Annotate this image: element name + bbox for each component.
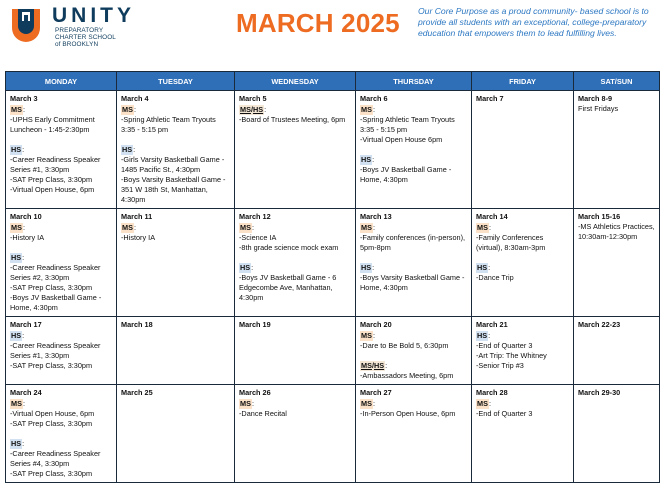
event-item: -End of Quarter 3 — [476, 341, 533, 350]
week-row — [6, 317, 660, 385]
week-row — [6, 91, 660, 209]
unity-logo-icon — [8, 6, 44, 44]
page-title: MARCH 2025 — [236, 8, 400, 38]
ms-label: MS — [361, 105, 372, 114]
event-item: -Boys JV Basketball Game - Home, 4:30pm — [360, 165, 452, 184]
hs-label: HS — [361, 155, 372, 164]
hs-label: HS — [240, 263, 251, 272]
weekday-header-row — [6, 72, 660, 91]
event-item: -Art Trip: The Whitney — [476, 351, 547, 360]
weekday-header: WEDNESDAY — [235, 72, 356, 91]
event-item: -Virtual Open House, 6pm — [10, 185, 95, 194]
event-item: -Dare to Be Bold 5, 6:30pm — [360, 341, 449, 350]
ms-label: MS — [477, 223, 488, 232]
ms-hs-label: MS/HS — [240, 105, 264, 114]
event-item: -8th grade science mock exam — [239, 243, 339, 252]
ms-label: MS — [477, 399, 488, 408]
date-label: March 8-9 — [578, 94, 613, 103]
calendar-grid — [5, 71, 660, 483]
week-row — [6, 385, 660, 483]
school-logo — [8, 6, 158, 54]
date-label: March 15-16 — [578, 212, 621, 221]
event-item: -Science IA — [239, 233, 277, 242]
day-cell: March 28 MS: -End of Quarter 3 — [472, 385, 574, 483]
weekday-header: TUESDAY — [117, 72, 235, 91]
date-label: March 20 — [360, 320, 392, 329]
event-item: -Board of Trustees Meeting, 6pm — [239, 115, 346, 124]
event-item: -Spring Athletic Team Tryouts 3:35 - 5:15 pm — [121, 115, 216, 134]
day-cell: March 20 MS: -Dare to Be Bold 5, 6:30pm MS/HS: -Ambassadors Meeting, 6pm — [356, 317, 472, 385]
event-item: -Boys JV Basketball Game - Home, 4:30pm — [10, 293, 102, 312]
weekday-header: MONDAY — [6, 72, 117, 91]
ms-label: MS — [122, 223, 133, 232]
event-item: -End of Quarter 3 — [476, 409, 533, 418]
ms-label: MS — [361, 331, 372, 340]
week-row — [6, 209, 660, 317]
hs-label: HS — [477, 331, 488, 340]
logo-name: UNITY — [52, 4, 135, 27]
logo-sub-line: CHARTER SCHOOL — [55, 33, 116, 41]
weekday-header: SAT/SUN — [574, 72, 660, 91]
day-cell — [574, 209, 660, 317]
ms-label: MS — [361, 223, 372, 232]
ms-label: MS — [361, 399, 372, 408]
date-label: March 17 — [10, 320, 42, 329]
day-cell: March 26 MS: -Dance Recital — [235, 385, 356, 483]
event-item: -SAT Prep Class, 3:30pm — [10, 419, 93, 428]
event-item: -SAT Prep Class, 3:30pm — [10, 469, 93, 478]
date-label: March 12 — [239, 212, 271, 221]
date-label: March 4 — [121, 94, 149, 103]
event-item: -Career Readiness Speaker Series #1, 3:30pm — [10, 155, 101, 174]
event-item: -Girls Varsity Basketball Game - 1485 Pacific St., 4:30pm — [121, 155, 225, 174]
ms-label: MS — [11, 105, 22, 114]
day-cell — [574, 385, 660, 483]
date-label: March 29-30 — [578, 388, 621, 397]
date-label: March 22-23 — [578, 320, 621, 329]
day-cell: March 5 MS/HS: -Board of Trustees Meeting, 6pm — [235, 91, 356, 209]
ms-label: MS — [122, 105, 133, 114]
ms-hs-label: MS/HS — [361, 361, 385, 370]
date-label: March 13 — [360, 212, 392, 221]
logo-subtitle — [55, 28, 165, 48]
day-cell — [574, 91, 660, 209]
date-label: March 19 — [239, 320, 271, 329]
event-item: -History IA — [121, 233, 156, 242]
date-label: March 21 — [476, 320, 508, 329]
hs-label: HS — [11, 331, 22, 340]
day-cell: March 27 MS: -In-Person Open House, 6pm — [356, 385, 472, 483]
day-cell: March 21 HS: -End of Quarter 3 -Art Trip: The Whitney -Senior Trip #3 — [472, 317, 574, 385]
date-label: March 5 — [239, 94, 267, 103]
day-cell: March 11 MS: -History IA — [117, 209, 235, 317]
day-cell: March 12 MS: -Science IA -8th grade science mock exam HS: -Boys JV Basketball Game - 6 Edgecombe Ave, Manhattan, 4:30pm — [235, 209, 356, 317]
date-label: March 25 — [121, 388, 153, 397]
event-item: -UPHS Early Commitment Luncheon - 1:45-2:30pm — [10, 115, 95, 134]
ms-label: MS — [240, 399, 251, 408]
event-item: -SAT Prep Class, 3:30pm — [10, 175, 93, 184]
hs-label: HS — [11, 145, 22, 154]
date-label: March 6 — [360, 94, 388, 103]
event-item: -In-Person Open House, 6pm — [360, 409, 456, 418]
event-item: -Career Readiness Speaker Series #4, 3:30pm — [10, 449, 101, 468]
day-cell — [117, 317, 235, 385]
day-cell: March 13 MS: -Family conferences (in-person), 5pm-8pm HS: -Boys Varsity Basketball Game - Home, 4:30pm — [356, 209, 472, 317]
day-cell: March 3 MS: -UPHS Early Commitment Luncheon - 1:45-2:30pm HS: -Career Readiness Speaker Series #1, 3:30pm -SAT Prep Class, 3:30pm -Virtual Open House, 6pm — [6, 91, 117, 209]
day-cell: March 4 MS: -Spring Athletic Team Tryouts 3:35 - 5:15 pm HS: -Girls Varsity Basketball Game - 1485 Pacific St., 4:30pm -Boys Varsity Basketball Game - 351 W 18th St, Manhattan, 4:30pm — [117, 91, 235, 209]
hs-label: HS — [11, 253, 22, 262]
date-label: March 26 — [239, 388, 271, 397]
event-item: -Boys Varsity Basketball Game - 351 W 18th St, Manhattan, 4:30pm — [121, 175, 226, 204]
day-cell — [235, 317, 356, 385]
event-item: -MS Athletics Practices, 10:30am-12:30pm — [578, 222, 655, 241]
event-item: -Career Readiness Speaker Series #2, 3:30pm — [10, 263, 101, 282]
event-item: -Career Readiness Speaker Series #1, 3:30pm — [10, 341, 101, 360]
event-item: -History IA — [10, 233, 45, 242]
date-label: March 28 — [476, 388, 508, 397]
ms-label: MS — [11, 223, 22, 232]
date-label: March 3 — [10, 94, 38, 103]
date-label: March 10 — [10, 212, 42, 221]
logo-sub-line: PREPARATORY — [55, 27, 104, 34]
day-cell — [472, 91, 574, 209]
weekday-header: FRIDAY — [472, 72, 574, 91]
event-item: -Ambassadors Meeting, 6pm — [360, 371, 454, 380]
event-item: -Dance Recital — [239, 409, 287, 418]
event-item: -Dance Trip — [476, 273, 514, 282]
ms-label: MS — [11, 399, 22, 408]
hs-label: HS — [361, 263, 372, 272]
day-cell — [117, 385, 235, 483]
date-label: March 24 — [10, 388, 42, 397]
event-item: -Family conferences (in-person), 5pm-8pm — [360, 233, 466, 252]
date-label: March 27 — [360, 388, 392, 397]
date-label: March 7 — [476, 94, 504, 103]
hs-label: HS — [122, 145, 133, 154]
event-item: -Family Conferences (virtual), 8:30am-3pm — [476, 233, 546, 252]
day-cell: March 24 MS: -Virtual Open House, 6pm -SAT Prep Class, 3:30pm HS: -Career Readiness Speaker Series #4, 3:30pm -SAT Prep Class, 3:30pm — [6, 385, 117, 483]
core-purpose-statement: Our Core Purpose as a proud community- based school is to provide all students with an exceptional, college-preparatory education that empowers them to lead fulfilling lives. — [418, 6, 649, 38]
ms-label: MS — [240, 223, 251, 232]
event-item: -Boys Varsity Basketball Game - Home, 4:30pm — [360, 273, 465, 292]
event-item: -Virtual Open House 6pm — [360, 135, 443, 144]
event-item: -Spring Athletic Team Tryouts 3:35 - 5:15 pm — [360, 115, 455, 134]
event-item: -SAT Prep Class, 3:30pm — [10, 283, 93, 292]
day-cell — [574, 317, 660, 385]
date-label: March 11 — [121, 212, 153, 221]
event-item: -Boys JV Basketball Game - 6 Edgecombe Ave, Manhattan, 4:30pm — [239, 273, 337, 302]
weekday-header: THURSDAY — [356, 72, 472, 91]
logo-sub-line: of BROOKLYN — [55, 40, 99, 48]
date-label: March 14 — [476, 212, 508, 221]
day-cell: March 6 MS: -Spring Athletic Team Tryouts 3:35 - 5:15 pm -Virtual Open House 6pm HS: -Boys JV Basketball Game - Home, 4:30pm — [356, 91, 472, 209]
hs-label: HS — [11, 439, 22, 448]
date-label: March 18 — [121, 320, 153, 329]
day-cell: March 14 MS: -Family Conferences (virtual), 8:30am-3pm HS: -Dance Trip — [472, 209, 574, 317]
day-cell: March 17 HS: -Career Readiness Speaker Series #1, 3:30pm -SAT Prep Class, 3:30pm — [6, 317, 117, 385]
event-item: -SAT Prep Class, 3:30pm — [10, 361, 93, 370]
event-item: First Fridays — [578, 104, 619, 113]
hs-label: HS — [477, 263, 488, 272]
day-cell: March 10 MS: -History IA HS: -Career Readiness Speaker Series #2, 3:30pm -SAT Prep Class, 3:30pm -Boys JV Basketball Game - Home, 4:30pm — [6, 209, 117, 317]
event-item: -Senior Trip #3 — [476, 361, 524, 370]
event-item: -Virtual Open House, 6pm — [10, 409, 95, 418]
